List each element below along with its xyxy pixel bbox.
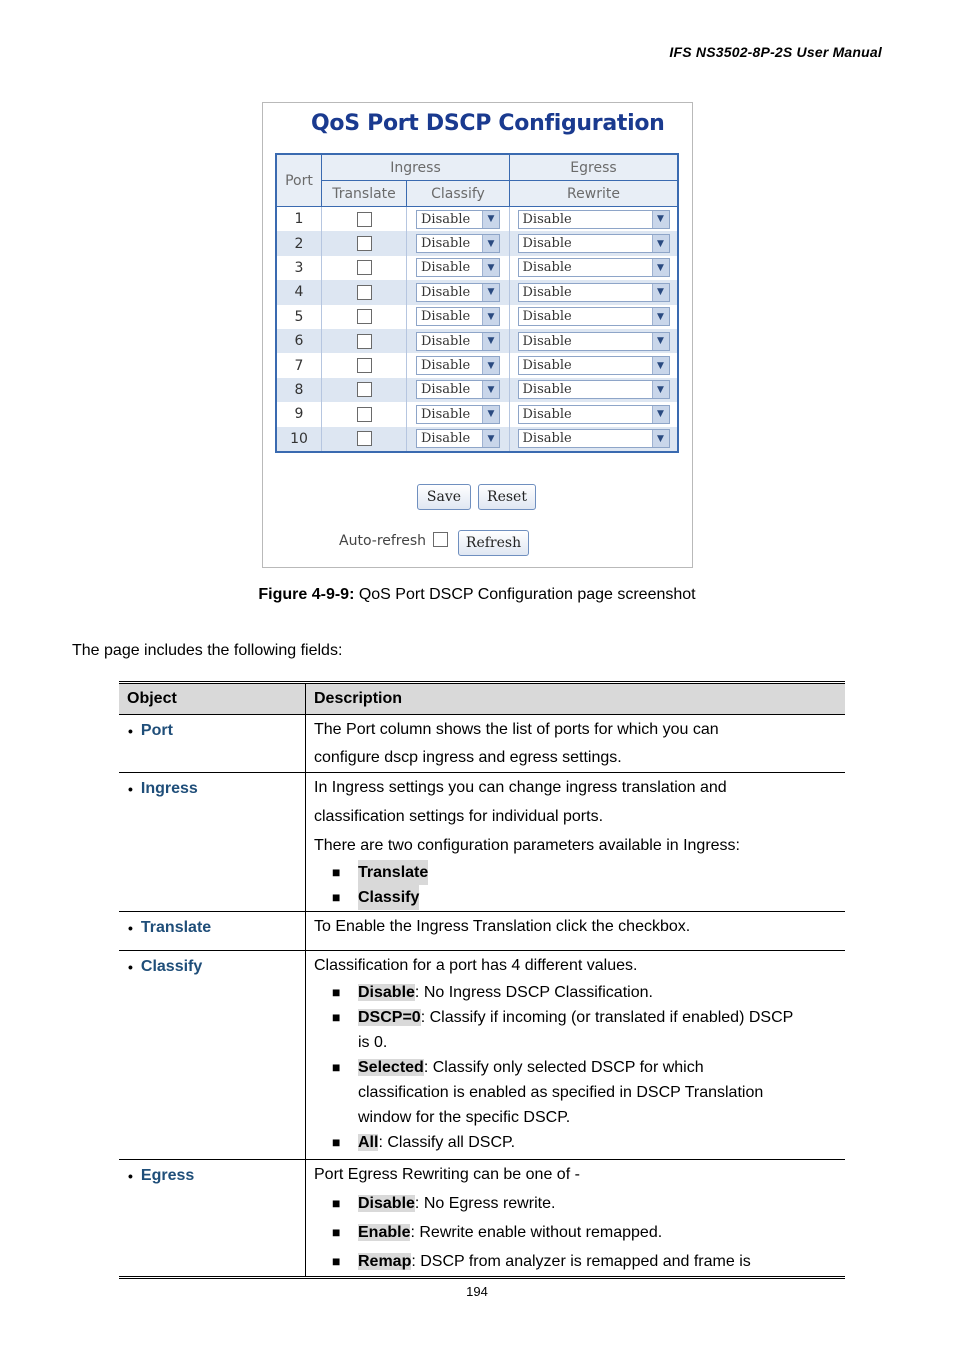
- translate-cell: [322, 378, 407, 402]
- object-port: Port: [140, 722, 173, 739]
- classify-select[interactable]: Disable ▼: [416, 332, 500, 351]
- rewrite-cell: [510, 256, 679, 280]
- rewrite-select[interactable]: Disable ▼: [518, 283, 670, 302]
- port-row: [276, 280, 678, 304]
- chevron-down-icon: ▼: [652, 308, 669, 325]
- page-title: QoS Port DSCP Configuration: [311, 111, 665, 136]
- port-row: [276, 378, 678, 402]
- translate-checkbox[interactable]: [357, 260, 372, 275]
- rewrite-cell: [510, 353, 679, 377]
- chevron-down-icon: ▼: [652, 259, 669, 276]
- chevron-down-icon: ▼: [652, 333, 669, 350]
- chevron-down-icon: ▼: [482, 357, 499, 374]
- port-number: 10: [276, 427, 322, 452]
- figure-caption: [0, 586, 954, 604]
- chevron-down-icon: ▼: [652, 430, 669, 447]
- classify-cell: [407, 353, 510, 377]
- col-header-classify: Classify: [407, 181, 510, 207]
- chevron-down-icon: ▼: [652, 381, 669, 398]
- chevron-down-icon: ▼: [482, 333, 499, 350]
- translate-checkbox[interactable]: [357, 309, 372, 324]
- rewrite-select[interactable]: Disable ▼: [518, 429, 670, 448]
- chevron-down-icon: ▼: [482, 259, 499, 276]
- description-text: classification settings for individual ports.: [314, 808, 604, 825]
- port-row: [276, 427, 678, 452]
- header-description: Description: [306, 683, 846, 715]
- col-group-ingress: Ingress: [322, 154, 510, 181]
- chevron-down-icon: ▼: [482, 308, 499, 325]
- rewrite-select[interactable]: Disable ▼: [518, 258, 670, 277]
- port-row: [276, 231, 678, 255]
- rewrite-select[interactable]: Disable ▼: [518, 234, 670, 253]
- classify-cell: [407, 402, 510, 426]
- translate-checkbox[interactable]: [357, 334, 372, 349]
- port-row: [276, 353, 678, 377]
- description-text: Classification for a port has 4 different values.: [314, 957, 638, 974]
- table-row: • Classify Classification for a port has 4 different values. ■ Disable: No Ingress DSCP Classification. ■ DSCP=0: Classify if incoming (or translated if enabled) DSCP is 0. ■ Selected: Classify only selected DSCP for which classification is enabled as specified in DSCP Translation window for the specific DSCP. ■ All: Classify all DSCP.: [119, 951, 845, 1160]
- classify-select[interactable]: Disable ▼: [416, 234, 500, 253]
- reset-button[interactable]: Reset: [478, 484, 536, 510]
- table-row: • Ingress In Ingress settings you can change ingress translation and classification settings for individual ports. There are two configuration parameters available in Ingress: ■ Translate ■ Classify: [119, 773, 845, 912]
- description-text: To Enable the Ingress Translation click the checkbox.: [314, 918, 691, 935]
- translate-checkbox[interactable]: [357, 407, 372, 422]
- classify-select[interactable]: Disable ▼: [416, 429, 500, 448]
- chevron-down-icon: ▼: [482, 211, 499, 228]
- rewrite-select[interactable]: Disable ▼: [518, 405, 670, 424]
- translate-cell: [322, 353, 407, 377]
- description-text: Port Egress Rewriting can be one of -: [314, 1166, 580, 1183]
- rewrite-select[interactable]: Disable ▼: [518, 332, 670, 351]
- rewrite-cell: [510, 280, 679, 304]
- header-object: Object: [119, 683, 306, 715]
- fields-table: [119, 681, 845, 1279]
- port-number: 8: [276, 378, 322, 402]
- auto-refresh-checkbox[interactable]: [433, 532, 448, 547]
- chevron-down-icon: ▼: [482, 406, 499, 423]
- translate-checkbox[interactable]: [357, 431, 372, 446]
- rewrite-cell: [510, 207, 679, 232]
- port-row: [276, 207, 678, 232]
- classify-cell: [407, 378, 510, 402]
- figure-screenshot: [262, 102, 693, 568]
- refresh-button[interactable]: Refresh: [458, 530, 529, 556]
- port-number: 3: [276, 256, 322, 280]
- chevron-down-icon: ▼: [652, 211, 669, 228]
- classify-cell: [407, 280, 510, 304]
- translate-checkbox[interactable]: [357, 212, 372, 227]
- table-row: • Egress Port Egress Rewriting can be one of - ■ Disable: No Egress rewrite. ■ Enable: Rewrite enable without remapped. ■ Remap: DSCP from analyzer is remapped and frame is: [119, 1160, 845, 1278]
- translate-cell: [322, 329, 407, 353]
- port-row: [276, 305, 678, 329]
- intro-text: The page includes the following fields:: [72, 642, 343, 659]
- list-item: Classify: [358, 885, 419, 910]
- description-text: configure dscp ingress and egress settings.: [314, 749, 622, 766]
- port-number: 5: [276, 305, 322, 329]
- translate-cell: [322, 207, 407, 232]
- figure-caption-text: QoS Port DSCP Configuration page screenshot: [354, 586, 696, 603]
- chevron-down-icon: ▼: [652, 357, 669, 374]
- object-classify: Classify: [140, 958, 203, 975]
- port-number: 6: [276, 329, 322, 353]
- classify-select[interactable]: Disable ▼: [416, 210, 500, 229]
- rewrite-select[interactable]: Disable ▼: [518, 356, 670, 375]
- object-egress: Egress: [140, 1167, 195, 1184]
- rewrite-cell: [510, 378, 679, 402]
- chevron-down-icon: ▼: [652, 406, 669, 423]
- save-button[interactable]: Save: [417, 484, 471, 510]
- translate-cell: [322, 305, 407, 329]
- port-row: [276, 329, 678, 353]
- classify-cell: [407, 256, 510, 280]
- rewrite-cell: [510, 427, 679, 452]
- rewrite-select[interactable]: Disable ▼: [518, 380, 670, 399]
- auto-refresh-label: Auto-refresh: [339, 533, 427, 549]
- description-text: In Ingress settings you can change ingress translation and: [314, 779, 727, 796]
- table-row: • Translate To Enable the Ingress Translation click the checkbox.: [119, 912, 845, 951]
- translate-checkbox[interactable]: [357, 285, 372, 300]
- classify-select[interactable]: Disable ▼: [416, 380, 500, 399]
- classify-select[interactable]: Disable ▼: [416, 356, 500, 375]
- classify-cell: [407, 207, 510, 232]
- chevron-down-icon: ▼: [652, 284, 669, 301]
- list-item: Translate: [358, 860, 428, 885]
- chevron-down-icon: ▼: [482, 430, 499, 447]
- translate-cell: [322, 231, 407, 255]
- description-text: The Port column shows the list of ports for which you can: [314, 721, 719, 738]
- port-number: 4: [276, 280, 322, 304]
- dscp-config-table: [275, 153, 679, 453]
- rewrite-select[interactable]: Disable ▼: [518, 307, 670, 326]
- port-row: [276, 256, 678, 280]
- chevron-down-icon: ▼: [482, 381, 499, 398]
- port-number: 9: [276, 402, 322, 426]
- classify-select[interactable]: Disable ▼: [416, 307, 500, 326]
- translate-cell: [322, 402, 407, 426]
- chevron-down-icon: ▼: [482, 284, 499, 301]
- classify-cell: [407, 329, 510, 353]
- rewrite-cell: [510, 305, 679, 329]
- col-header-port: Port: [276, 154, 322, 207]
- manual-title: IFS NS3502-8P-2S User Manual: [669, 44, 882, 60]
- classify-cell: [407, 305, 510, 329]
- classify-select[interactable]: Disable ▼: [416, 405, 500, 424]
- classify-cell: [407, 427, 510, 452]
- translate-cell: [322, 256, 407, 280]
- col-header-translate: Translate: [322, 181, 407, 207]
- object-translate: Translate: [140, 919, 212, 936]
- translate-checkbox[interactable]: [357, 382, 372, 397]
- rewrite-select[interactable]: Disable ▼: [518, 210, 670, 229]
- translate-cell: [322, 280, 407, 304]
- col-group-egress: Egress: [510, 154, 679, 181]
- chevron-down-icon: ▼: [652, 235, 669, 252]
- translate-cell: [322, 427, 407, 452]
- classify-select[interactable]: Disable ▼: [416, 283, 500, 302]
- classify-select[interactable]: Disable ▼: [416, 258, 500, 277]
- page-number: 194: [466, 1284, 488, 1299]
- port-number: 7: [276, 353, 322, 377]
- port-number: 2: [276, 231, 322, 255]
- figure-number: Figure 4-9-9:: [258, 586, 355, 603]
- port-number: 1: [276, 207, 322, 232]
- object-ingress: Ingress: [140, 780, 198, 797]
- col-header-rewrite: Rewrite: [510, 181, 679, 207]
- port-row: [276, 402, 678, 426]
- description-text: There are two configuration parameters available in Ingress:: [314, 837, 740, 854]
- classify-cell: [407, 231, 510, 255]
- translate-checkbox[interactable]: [357, 236, 372, 251]
- rewrite-cell: [510, 231, 679, 255]
- rewrite-cell: [510, 329, 679, 353]
- chevron-down-icon: ▼: [482, 235, 499, 252]
- translate-checkbox[interactable]: [357, 358, 372, 373]
- table-row: • Port The Port column shows the list of ports for which you can configure dscp ingress and egress settings.: [119, 715, 845, 773]
- rewrite-cell: [510, 402, 679, 426]
